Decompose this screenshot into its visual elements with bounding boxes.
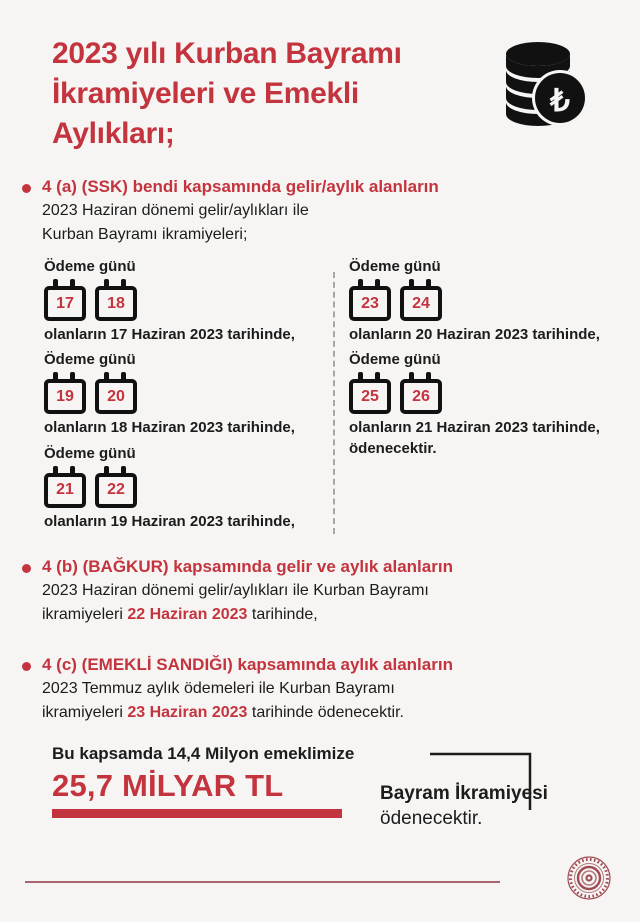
summary-right-text <box>380 782 610 831</box>
calendar-group <box>44 351 330 438</box>
calendar-icon <box>95 466 137 508</box>
header <box>52 34 610 154</box>
calendar-group-caption: olanların 19 Haziran 2023 tarihinde, <box>44 512 295 530</box>
calendar-icon <box>95 372 137 414</box>
summary-block <box>52 744 612 854</box>
calendar-column-right <box>349 258 635 465</box>
calendar-day-number: 22 <box>107 481 125 498</box>
section-emekli-sandigi-date-highlight: 23 Haziran 2023 <box>127 703 248 721</box>
calendar-day-number: 23 <box>361 294 379 312</box>
calendar-column-left <box>44 258 330 538</box>
section-bagkur-sub-prefix: ikramiyeleri <box>42 605 128 623</box>
calendar-group-caption: olanların 21 Haziran 2023 tarihinde, ödenecektir. <box>349 419 600 457</box>
calendar-group <box>44 445 330 532</box>
section-bagkur-sub-line2 <box>42 604 616 627</box>
calendar-day-number: 21 <box>56 481 74 498</box>
footer-divider <box>25 881 500 883</box>
payment-day-calendar-grid <box>44 258 616 536</box>
calendar-group-label: Ödeme günü <box>349 258 441 275</box>
section-ssk <box>22 176 616 246</box>
svg-text:₺: ₺ <box>550 83 570 118</box>
section-emekli-sandigi <box>22 654 616 724</box>
section-emekli-sandigi-sub-line2 <box>42 702 616 725</box>
summary-underline-bar <box>52 809 342 818</box>
section-ssk-heading: 4 (a) (SSK) bendi kapsamında gelir/aylık alanların <box>42 177 439 196</box>
section-emekli-sandigi-sub-prefix: ikramiyeleri <box>42 703 128 721</box>
column-divider <box>333 272 335 534</box>
calendar-group-caption: olanların 18 Haziran 2023 tarihinde, <box>44 419 295 437</box>
calendar-group-label: Ödeme günü <box>44 258 136 275</box>
calendar-day-number: 20 <box>107 387 125 405</box>
section-emekli-sandigi-sub-line1: 2023 Temmuz aylık ödemeleri ile Kurban Bayramı <box>42 679 395 697</box>
calendar-icon <box>349 372 391 414</box>
calendar-group-caption: olanların 20 Haziran 2023 tarihinde, <box>349 326 600 343</box>
section-bagkur-heading: 4 (b) (BAĞKUR) kapsamında gelir ve aylık alanların <box>42 557 453 576</box>
calendar-icon <box>400 279 442 321</box>
summary-right-line1: Bayram İkramiyesi <box>380 783 548 804</box>
page-title: 2023 yılı Kurban Bayramı İkramiyeleri ve Emekli Aylıkları; <box>52 37 402 150</box>
calendar-icon <box>95 279 137 321</box>
calendar-day-number: 19 <box>56 387 74 405</box>
calendar-day-number: 26 <box>412 387 430 405</box>
calendar-day-number: 17 <box>56 294 74 312</box>
section-ssk-sub-line1: 2023 Haziran dönemi gelir/aylıkları ile <box>42 201 309 219</box>
calendar-group-caption: olanların 17 Haziran 2023 tarihinde, <box>44 326 295 343</box>
bullet-dot-icon <box>22 564 31 573</box>
coin-stack-lira-icon <box>502 40 588 137</box>
section-bagkur-sub-suffix: tarihinde, <box>247 605 318 623</box>
calendar-group <box>44 258 330 345</box>
calendar-day-number: 25 <box>361 387 379 405</box>
calendar-day-number: 18 <box>107 294 125 312</box>
section-bagkur-date-highlight: 22 Haziran 2023 <box>127 605 248 623</box>
section-emekli-sandigi-heading: 4 (c) (EMEKLİ SANDIĞI) kapsamında aylık alanların <box>42 655 453 674</box>
calendar-icon <box>44 279 86 321</box>
summary-top-text: Bu kapsamda 14,4 Milyon emeklimize <box>52 744 355 763</box>
summary-amount: 25,7 MİLYAR TL <box>52 768 284 804</box>
calendar-icon <box>400 372 442 414</box>
calendar-group-label: Ödeme günü <box>44 351 136 369</box>
section-emekli-sandigi-sub-suffix: tarihinde ödenecektir. <box>247 703 404 721</box>
calendar-day-number: 24 <box>412 294 430 312</box>
section-ssk-sub-line2: Kurban Bayramı ikramiyeleri; <box>42 225 248 243</box>
calendar-icon <box>349 279 391 321</box>
calendar-group <box>349 351 635 459</box>
section-bagkur <box>22 556 616 626</box>
calendar-icon <box>44 372 86 414</box>
ministry-seal-icon <box>566 855 612 906</box>
summary-right-line2: ödenecektir. <box>380 807 483 829</box>
bullet-dot-icon <box>22 184 31 193</box>
calendar-group-label: Ödeme günü <box>349 351 441 369</box>
bullet-dot-icon <box>22 662 31 671</box>
calendar-icon <box>44 466 86 508</box>
calendar-group-label: Ödeme günü <box>44 444 136 462</box>
calendar-group <box>349 258 635 345</box>
section-bagkur-sub-line1: 2023 Haziran dönemi gelir/aylıkları ile Kurban Bayramı <box>42 581 429 599</box>
